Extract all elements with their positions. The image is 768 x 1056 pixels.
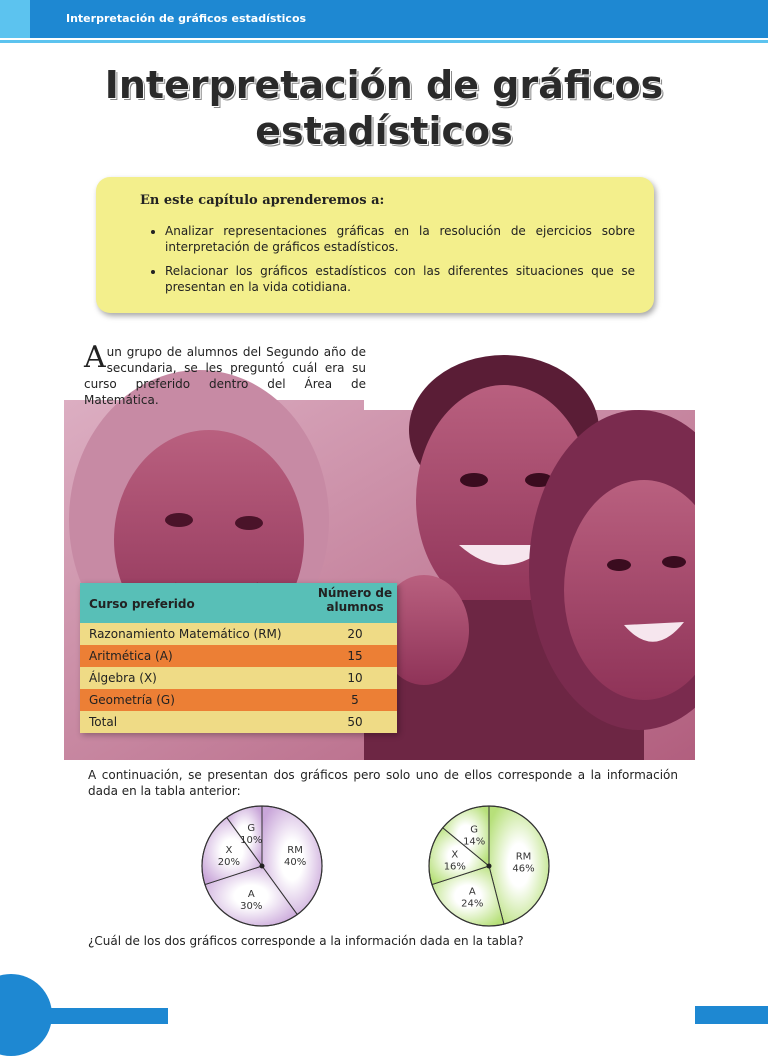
page-title bbox=[0, 62, 768, 154]
table-header-row bbox=[80, 583, 397, 623]
pie-chart-2 bbox=[424, 804, 554, 928]
intro-text: un grupo de alumnos del Segundo año de secundaria, se les preguntó cuál era su curso preferido dentro del Área de Matemática. bbox=[84, 345, 366, 407]
pie-slice-percent: 20% bbox=[217, 857, 241, 869]
table-cell-count: 50 bbox=[347, 715, 363, 729]
pie-slice-label: A bbox=[247, 889, 255, 901]
question-prompt: ¿Cuál de los dos gráficos corresponde a la información dada en la tabla? bbox=[88, 934, 524, 948]
pie-slice-label: G bbox=[247, 822, 256, 834]
page-title-line-1: Interpretación de gráficos bbox=[104, 63, 664, 107]
pie-chart-1-svg bbox=[197, 804, 327, 928]
section-title: Interpretación de gráficos estadísticos bbox=[66, 12, 307, 25]
pie-slice-percent: 46% bbox=[512, 863, 535, 875]
goals-list bbox=[140, 223, 635, 303]
column-header-course: Curso preferido bbox=[89, 597, 195, 611]
pie-slice-label: A bbox=[468, 886, 476, 898]
preference-table bbox=[80, 583, 397, 733]
pie-slice-percent: 24% bbox=[461, 898, 484, 910]
pie-chart-1 bbox=[197, 804, 327, 928]
table-row bbox=[80, 623, 397, 645]
pie-slice-percent: 14% bbox=[463, 836, 486, 848]
pie-slice-percent: 30% bbox=[240, 901, 263, 913]
table-cell-count: 15 bbox=[347, 649, 363, 663]
pie-center-dot bbox=[487, 864, 492, 869]
table-row bbox=[80, 689, 397, 711]
question-intro: A continuación, se presentan dos gráficos pero solo uno de ellos corresponde a la información dada en la tabla anterior: bbox=[88, 768, 678, 798]
goal-item: • Relacionar los gráficos estadísticos con las diferentes situaciones que se presentan en la vida cotidiana. bbox=[165, 263, 635, 295]
column-header-count: Número de alumnos bbox=[317, 586, 393, 614]
goal-item: • Analizar representaciones gráficas en la resolución de ejercicios sobre interpretación de gráficos estadísticos. bbox=[165, 223, 635, 255]
pie-slice-label: RM bbox=[515, 851, 532, 863]
header-divider bbox=[0, 40, 768, 43]
table-row bbox=[80, 667, 397, 689]
page-title-line-2: estadísticos bbox=[255, 109, 513, 153]
table-cell-course: Aritmética (A) bbox=[89, 649, 173, 663]
intro-paragraph bbox=[84, 340, 366, 408]
pie-chart-2-svg bbox=[424, 804, 554, 928]
pie-slice-label: X bbox=[225, 845, 233, 857]
header-accent bbox=[0, 0, 30, 38]
table-cell-count: 10 bbox=[347, 671, 363, 685]
pie-slice-percent: 16% bbox=[443, 861, 466, 873]
goals-title: En este capítulo aprenderemos a: bbox=[140, 193, 385, 208]
pie-slice-percent: 10% bbox=[240, 834, 263, 846]
table-cell-course: Álgebra (X) bbox=[89, 671, 157, 685]
table-cell-course: Geometría (G) bbox=[89, 693, 175, 707]
footer-bar-left bbox=[0, 1008, 168, 1024]
table-row-total bbox=[80, 711, 397, 733]
learning-goals-box bbox=[96, 177, 654, 313]
pie-slice-label: G bbox=[470, 824, 479, 836]
table-cell-count: 5 bbox=[351, 693, 359, 707]
pie-slice-percent: 40% bbox=[283, 857, 307, 869]
pie-slice-label: RM bbox=[287, 845, 303, 857]
pie-slice-label: X bbox=[451, 849, 459, 861]
drop-cap: A bbox=[84, 340, 106, 375]
table-row bbox=[80, 645, 397, 667]
pie-center-dot bbox=[260, 864, 265, 869]
footer-bar-right bbox=[695, 1006, 768, 1024]
table-cell-course: Razonamiento Matemático (RM) bbox=[89, 627, 282, 641]
table-cell-count: 20 bbox=[347, 627, 363, 641]
table-cell-course: Total bbox=[89, 715, 118, 729]
